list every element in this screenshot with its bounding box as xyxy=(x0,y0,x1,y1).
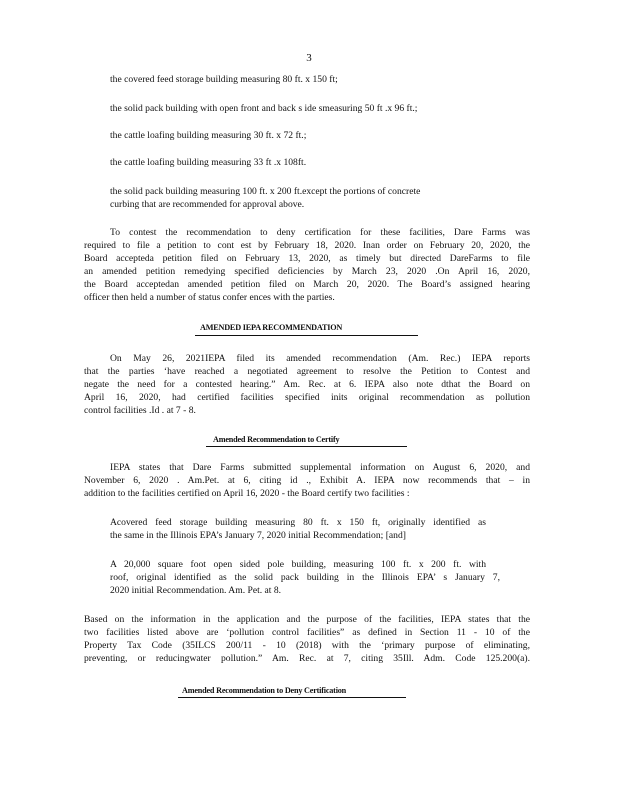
facility-item-5-line-1: the solid pack building measuring 100 ft. x 200 ft.except the portions of concrete xyxy=(110,186,421,197)
document-page: 3 the covered feed storage building measuring 80 ft. x 150 ft; the solid pack building with open front and back s ide smeasuring 50 ft .x 96 ft.; the cattle loafing building measuring 30 ft. x 72 ft.; the cattle loafing building measuring 33 ft .x 108ft. the solid pack building measuring 100 ft. x 200 ft.except the portions of concrete curbing that are recommended for approval above. To contest the recommendation to deny certification for these facilities, Dare Farms was required to file a petition to cont est by February 18, 2020. Inan order on February 20, 2020, the Board accepteda petition filed on February 13, 2020, as timely but directed DareFarms to file an amended petition remedying specified deficiencies by March 23, 2020 .On April 16, 2020, the Board acceptedan amended petition filed on March 20, 2020. The Board’s assigned hearing officer then held a number of status confer ences with the parties. AMENDED IEPA RECOMMENDATION On May 26, 2021IEPA filed its amended recommendation (Am. Rec.) IEPA reports that the parties ‘have reached a negotiated agreement to resolve the Petition to Contest and negate the need for a contested hearing.” Am. Rec. at 6. IEPA also note dthat the Board on April 16, 2020, had certified facilities specified inits original recommendation as pollution control facilities .Id . at 7 - 8. Amended Recommendation to Certify IEPA states that Dare Farms submitted supplemental information on August 6, 2020, and November 6, 2020 . Am.Pet. at 6, citing id ., Exhibit A. IEPA now recommends that – in addition to the facilities certified on April 16, 2020 - the Board certify two facilities : Acovered feed storage building measuring 80 ft. x 150 ft, originally identified as the same in the Illinois EPA’s January 7, 2020 initial Recommendation; [and] A 20,000 square foot open sided pole building, measuring 100 ft. x 200 ft. with roof, original identified as the solid pack building in the Illinois EPA’ s January 7, 2020 initial Recommendation. Am. Pet. at 8. Based on the information in the application and the purpose of the facilities, IEPA states that the two facilities listed above are ‘pollution control facilities” as defined in Section 11 - 10 of the Property Tax Code (35ILCS 200/11 - 10 (2018) with the ‘primary purpose of eliminating, preventing, or reducingwater pollution.” Am. Rec. at 7, citing 35Ill. Adm. Code 125.200(a). Amended Recommendation to Deny Certification xyxy=(0,0,618,800)
facility-item-3: the cattle loafing building measuring 30 ft. x 72 ft.; xyxy=(110,130,307,141)
facility-item-2: the solid pack building with open front and back s ide smeasuring 50 ft .x 96 ft.; xyxy=(110,103,418,114)
heading-recommendation-to-certify: Amended Recommendation to Certify xyxy=(213,435,340,444)
facility-item-5-line-2: curbing that are recommended for approval above. xyxy=(110,199,305,210)
heading-underline xyxy=(178,697,406,698)
facility-item-4: the cattle loafing building measuring 33 ft .x 108ft. xyxy=(110,157,307,168)
page-number: 3 xyxy=(306,52,312,64)
heading-recommendation-to-deny: Amended Recommendation to Deny Certification xyxy=(182,686,347,695)
facility-item-1: the covered feed storage building measuring 80 ft. x 150 ft; xyxy=(110,74,338,85)
heading-underline xyxy=(195,335,418,336)
heading-amended-iepa-recommendation: AMENDED IEPA RECOMMENDATION xyxy=(200,323,343,332)
heading-underline xyxy=(206,446,407,447)
